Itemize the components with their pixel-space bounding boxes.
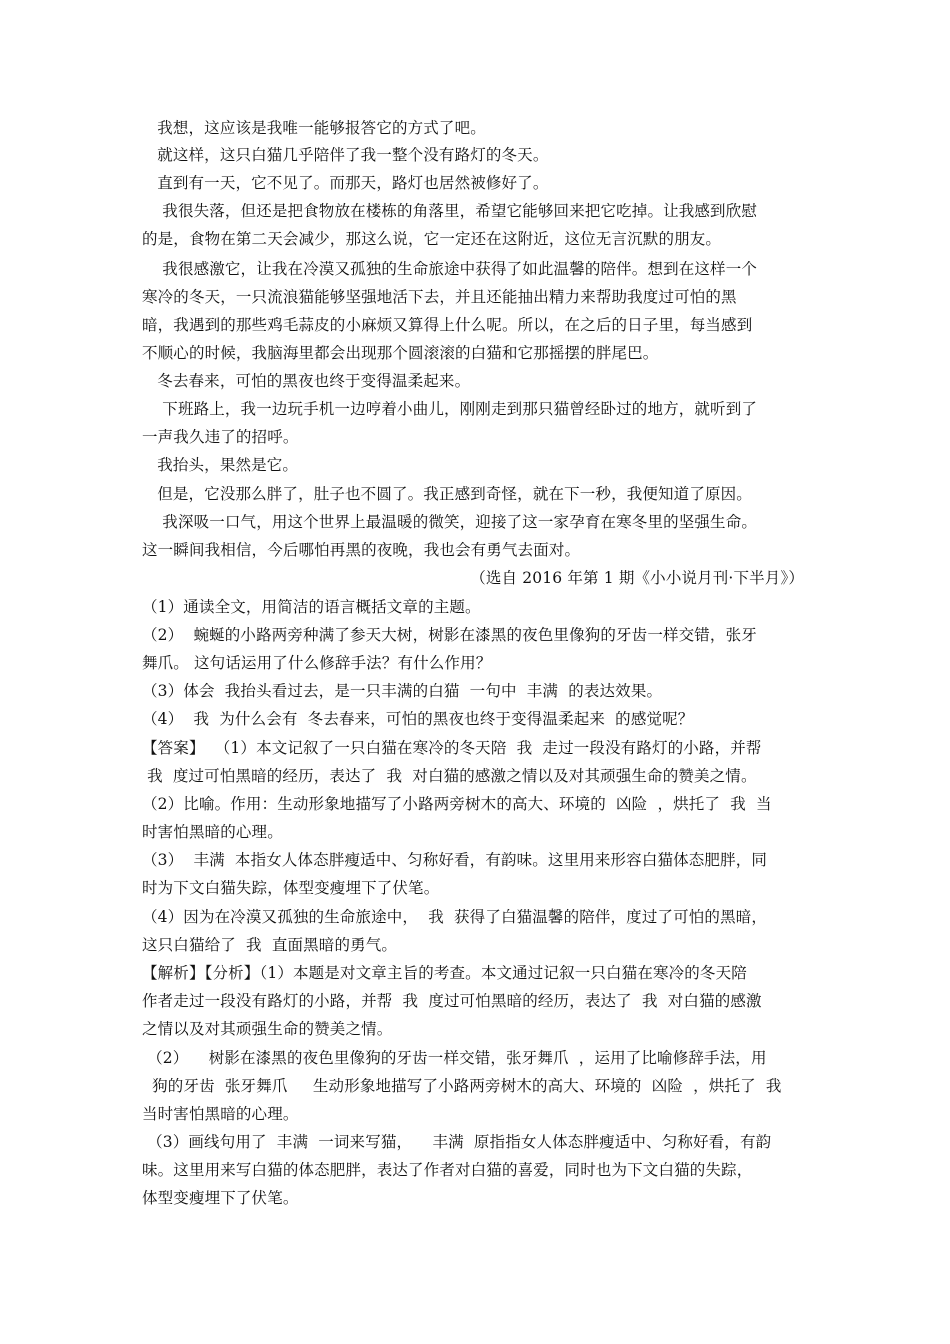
analysis-heading: 【解析】【分析】（1）本题是对文章主旨的考查。本文通过记叙一只白猫在寒冷的冬天陪	[142, 964, 747, 982]
text-line: 就这样，这只白猫几乎陪伴了我一整个没有路灯的冬天。	[142, 146, 549, 164]
text-line: 暗，我遇到的那些鸡毛蒜皮的小麻烦又算得上什么呢。所以，在之后的日子里，每当感到	[142, 316, 753, 334]
text-line: 狗的牙齿 张牙舞爪 生动形象地描写了小路两旁树木的高大、环境的 凶险 ，烘托了 我	[142, 1077, 782, 1095]
text-line: 这一瞬间我相信，今后哪怕再黑的夜晚，我也会有勇气去面对。	[142, 541, 581, 559]
text-line: （2）比喻。作用：生动形象地描写了小路两旁树木的高大、环境的 凶险 ，烘托了 我 当	[142, 795, 772, 813]
text-line: （3） 丰满 本指女人体态胖瘦适中、匀称好看，有韵味。这里用来形容白猫体态肥胖，同	[142, 851, 768, 869]
text-line: 我很感激它，让我在冷漠又孤独的生命旅途中获得了如此温馨的陪伴。想到在这样一个	[142, 260, 758, 278]
text-line: 我想，这应该是我唯一能够报答它的方式了吧。	[142, 119, 486, 137]
text-line: 这只白猫给了 我 直面黑暗的勇气。	[142, 936, 398, 954]
text-line: 一声我久违了的招呼。	[142, 428, 299, 446]
text-line: 当时害怕黑暗的心理。	[142, 1105, 299, 1123]
question-4: （4） 我 为什么会有 冬去春来，可怕的黑夜也终于变得温柔起来 的感觉呢？	[142, 710, 694, 728]
answer-heading: 【答案】 （1）本文记叙了一只白猫在寒冷的冬天陪 我 走过一段没有路灯的小路，并帮	[142, 739, 762, 757]
text-line: 我很失落，但还是把食物放在楼栋的角落里，希望它能够回来把它吃掉。让我感到欣慰	[142, 202, 758, 220]
text-line: 我抬头，果然是它。	[142, 456, 299, 474]
text-line: 寒冷的冬天，一只流浪猫能够坚强地活下去，并且还能抽出精力来帮助我度过可怕的黑	[142, 288, 737, 306]
question-2: （2） 蜿蜒的小路两旁种满了参天大树，树影在漆黑的夜色里像狗的牙齿一样交错，张牙	[142, 626, 757, 644]
text-line: 我 度过可怕黑暗的经历，表达了 我 对白猫的感激之情以及对其顽强生命的赞美之情。	[142, 767, 757, 785]
text-line: 冬去春来，可怕的黑夜也终于变得温柔起来。	[142, 372, 471, 390]
text-line: 之情以及对其顽强生命的赞美之情。	[142, 1020, 393, 1038]
text-line: 舞爪。 这句话运用了什么修辞手法？有什么作用？	[142, 654, 492, 672]
text-line: 的是，食物在第二天会减少，那这么说，它一定还在这附近，这位无言沉默的朋友。	[142, 230, 722, 248]
text-line: 直到有一天，它不见了。而那天，路灯也居然被修好了。	[142, 174, 549, 192]
text-line: 时为下文白猫失踪，体型变瘦埋下了伏笔。	[142, 879, 440, 897]
text-line: 但是，它没那么胖了，肚子也不圆了。我正感到奇怪，就在下一秒，我便知道了原因。	[142, 485, 752, 503]
text-line: 我深吸一口气，用这个世界上最温暖的微笑，迎接了这一家孕育在寒冬里的坚强生命。	[142, 513, 758, 531]
question-1: （1）通读全文，用简洁的语言概括文章的主题。	[142, 598, 481, 616]
text-line: （4）因为在冷漠又孤独的生命旅途中， 我 获得了白猫温馨的陪伴，度过了可怕的黑暗，	[142, 908, 768, 926]
text-line: 体型变瘦埋下了伏笔。	[142, 1189, 299, 1207]
text-line: 味。这里用来写白猫的体态肥胖，表达了作者对白猫的喜爱，同时也为下文白猫的失踪，	[142, 1161, 753, 1179]
text-line: （3）画线句用了 丰满 一词来写猫， 丰满 原指指女人体态胖瘦适中、匀称好看，有韵	[142, 1133, 772, 1151]
question-3: （3）体会 我抬头看过去，是一只丰满的白猫 一句中 丰满 的表达效果。	[142, 682, 663, 700]
source-citation: （选自 2016 年第 1 期《小小说月刊·下半月》）	[470, 569, 804, 587]
text-line: （2） 树影在漆黑的夜色里像狗的牙齿一样交错，张牙舞爪 ，运用了比喻修辞手法，用	[142, 1049, 767, 1067]
text-line: 作者走过一段没有路灯的小路，并帮 我 度过可怕黑暗的经历，表达了 我 对白猫的感激	[142, 992, 762, 1010]
text-line: 下班路上，我一边玩手机一边哼着小曲儿，刚刚走到那只猫曾经卧过的地方，就听到了	[142, 400, 758, 418]
text-line: 时害怕黑暗的心理。	[142, 823, 283, 841]
text-line: 不顺心的时候，我脑海里都会出现那个圆滚滚的白猫和它那摇摆的胖尾巴。	[142, 344, 659, 362]
